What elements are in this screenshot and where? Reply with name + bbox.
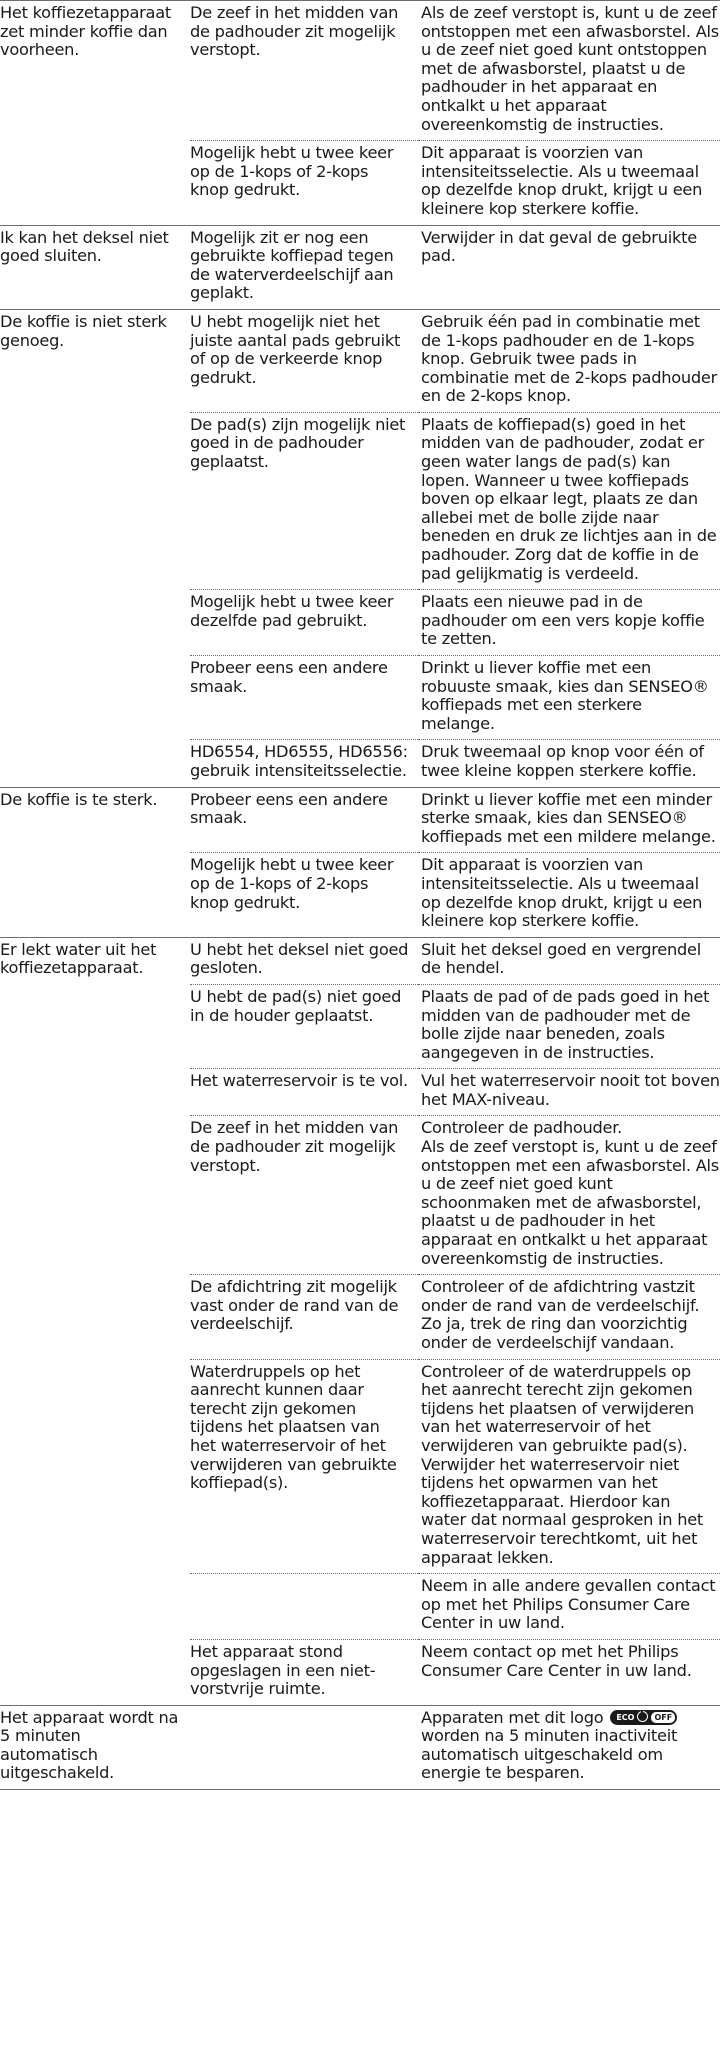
problem-cell (0, 1275, 190, 1359)
solution-text: Drinkt u liever koffie met een minder sterke smaak, kies dan SENSEO® koffiepads met een mildere melange. (421, 789, 716, 846)
table-row (0, 984, 720, 1068)
cause-cell (190, 141, 418, 225)
solution-text: Dit apparaat is voorzien van intensiteitsselectie. Als u tweemaal op dezelfde knop drukt, krijgt u een kleinere kop sterkere koffie. (421, 855, 703, 931)
cause-cell (190, 412, 418, 589)
solution-text: Dit apparaat is voorzien van intensiteitsselectie. Als u tweemaal op dezelfde knop drukt, krijgt u een kleinere kop sterkere koffie. (421, 143, 703, 218)
problem-cell (0, 656, 190, 740)
problem-text: Het apparaat wordt na 5 minuten automatisch uitgeschakeld. (0, 1707, 179, 1783)
problem-text: De koffie is niet sterk genoeg. (0, 311, 167, 350)
solution-text-after-logo: worden na 5 minuten inactiviteit automatisch uitgeschakeld om energie te besparen. (421, 1726, 678, 1783)
cause-text: U hebt de pad(s) niet goed in de houder geplaatst. (190, 986, 402, 1025)
solution-text: Plaats een nieuwe pad in de padhouder om een vers kopje koffie te zetten. (421, 592, 705, 649)
cause-text: Het apparaat stond opgeslagen in een niet-vorstvrije ruimte. (190, 1641, 376, 1699)
table-row (0, 590, 720, 656)
problem-text: Er lekt water uit het koffiezetapparaat. (0, 939, 157, 978)
problem-cell (0, 1705, 190, 1789)
table-row (0, 937, 720, 984)
solution-text: Gebruik één pad in combinatie met de 1-kops padhouder en de 1-kops knop. Gebruik twee pads in combinatie met de 2-kops padhouder en de 2-kops knop. (421, 311, 718, 406)
solution-cell (418, 309, 720, 412)
solution-cell (418, 590, 720, 656)
cause-text: Probeer eens een andere smaak. (190, 658, 388, 696)
solution-cell (418, 937, 720, 984)
solution-text: Drinkt u liever koffie met een robuuste smaak, kies dan SENSEO® koffiepads met een sterkere melange. (421, 658, 709, 733)
cause-text: U hebt het deksel niet goed gesloten. (190, 939, 409, 978)
cause-text: Het waterreservoir is te vol. (190, 1071, 408, 1091)
cause-cell (190, 590, 418, 656)
problem-cell (0, 853, 190, 937)
table-row (0, 1116, 720, 1275)
table-row (0, 1359, 720, 1574)
table-row (0, 656, 720, 740)
cause-cell (190, 937, 418, 984)
cause-text: U hebt mogelijk niet het juiste aantal pads gebruikt of op de verkeerde knop gedrukt. (190, 311, 401, 387)
table-row (0, 1639, 720, 1705)
cause-cell (190, 1639, 418, 1705)
solution-cell (418, 141, 720, 225)
off-logo-text: OFF (651, 1712, 675, 1723)
solution-cell (418, 225, 720, 309)
cause-text: Mogelijk zit er nog een gebruikte koffiepad tegen de waterverdeelschijf aan geplakt. (190, 227, 394, 303)
cause-text: Mogelijk hebt u twee keer op de 1-kops of 2-kops knop gedrukt. (190, 143, 394, 200)
solution-cell (418, 787, 720, 853)
cause-cell (190, 309, 418, 412)
solution-text: Sluit het deksel goed en vergrendel de hendel. (421, 939, 701, 978)
problem-cell (0, 1639, 190, 1705)
solution-cell (418, 656, 720, 740)
solution-text: Controleer of de waterdruppels op het aanrecht terecht zijn gekomen tijdens het plaatsen of verwijderen van het waterreservoir of het verwijderen van gebruikte pad(s). Verwijder het waterreservoir niet tijdens het opwarmen van het koffiezetapparaat. Hierdoor kan water dat normaal gesproken in het waterreservoir terechtkomt, uit het apparaat lekken. (421, 1361, 704, 1567)
cause-cell (190, 1, 418, 141)
solution-text: Plaats de pad of de pads goed in het midden van de padhouder met de bolle zijde naar beneden, zoals aangegeven in de instructies. (421, 986, 710, 1062)
problem-cell (0, 225, 190, 309)
solution-text: Verwijder in dat geval de gebruikte pad. (421, 227, 697, 266)
cause-text: De afdichtring zit mogelijk vast onder de rand van de verdeelschijf. (190, 1277, 399, 1334)
table-row (0, 787, 720, 853)
problem-cell (0, 412, 190, 589)
table-row (0, 853, 720, 937)
table-row (0, 1069, 720, 1116)
problem-cell (0, 309, 190, 412)
cause-cell (190, 1116, 418, 1275)
table-row (0, 1275, 720, 1359)
problem-cell (0, 787, 190, 853)
problem-cell (0, 740, 190, 787)
table-row (0, 225, 720, 309)
problem-text: Ik kan het deksel niet goed sluiten. (0, 227, 169, 266)
solution-text: Controleer de padhouder. Als de zeef verstopt is, kunt u de zeef ontstoppen met een afwasborstel. Als u de zeef niet goed kunt schoonmaken met de afwasborstel, plaatst u de padhouder in het apparaat en ontkalkt u het apparaat overeenkomstig de instructies. (421, 1118, 719, 1268)
solution-text: Als de zeef verstopt is, kunt u de zeef ontstoppen met een afwasborstel. Als u de zeef niet goed kunt ontstoppen met de afwasborstel, plaatst u de padhouder in het apparaat en ontkalkt u het apparaat overeenkomstig de instructies. (421, 3, 719, 134)
solution-cell (418, 1574, 720, 1640)
cause-cell (190, 1705, 418, 1789)
cause-cell (190, 853, 418, 937)
solution-cell (418, 1639, 720, 1705)
table-row (0, 141, 720, 225)
problem-cell (0, 1069, 190, 1116)
problem-cell (0, 1, 190, 141)
cause-cell (190, 225, 418, 309)
cause-text: De zeef in het midden van de padhouder zit mogelijk verstopt. (190, 1118, 399, 1175)
solution-cell (418, 1275, 720, 1359)
problem-cell (0, 1116, 190, 1275)
cause-cell (190, 984, 418, 1068)
problem-cell (0, 984, 190, 1068)
table-row (0, 740, 720, 787)
cause-text: De zeef in het midden van de padhouder zit mogelijk verstopt. (190, 3, 399, 60)
eco-power-off-logo-icon (610, 1710, 677, 1725)
cause-text: Probeer eens een andere smaak. (190, 789, 388, 828)
solution-cell (418, 1116, 720, 1275)
problem-text: De koffie is te sterk. (0, 789, 158, 809)
solution-cell (418, 1069, 720, 1116)
cause-cell (190, 1359, 418, 1574)
cause-text: Mogelijk hebt u twee keer dezelfde pad gebruikt. (190, 592, 394, 630)
solution-text: Druk tweemaal op knop voor één of twee kleine koppen sterkere koffie. (421, 742, 704, 780)
cause-text: HD6554, HD6555, HD6556: gebruik intensiteitsselectie. (190, 742, 408, 780)
eco-logo-text: ECO (616, 1712, 635, 1722)
problem-cell (0, 1359, 190, 1574)
solution-cell (418, 1705, 720, 1789)
power-ring-icon (637, 1711, 648, 1722)
solution-cell (418, 984, 720, 1068)
cause-cell (190, 740, 418, 787)
solution-text: Controleer of de afdichtring vastzit onder de rand van de verdeelschijf. Zo ja, trek de ring dan voorzichtig onder de verdeelschijf vandaan. (421, 1277, 700, 1352)
problem-cell (0, 937, 190, 984)
solution-text: Neem contact op met het Philips Consumer Care Center in uw land. (421, 1641, 692, 1680)
table-row (0, 309, 720, 412)
solution-cell (418, 1, 720, 141)
solution-text-before-logo: Apparaten met dit logo (421, 1707, 604, 1727)
cause-cell (190, 787, 418, 853)
table-row (0, 1705, 720, 1789)
solution-cell (418, 740, 720, 787)
cause-cell (190, 656, 418, 740)
cause-text: De pad(s) zijn mogelijk niet goed in de padhouder geplaatst. (190, 414, 406, 472)
solution-text: Plaats de koffiepad(s) goed in het midden van de padhouder, zodat er geen water langs de pad(s) kan lopen. Wanneer u twee koffiepads boven op elkaar legt, plaats ze dan allebei met de bolle zijde naar beneden en druk ze lichtjes aan in de padhouder. Zorg dat de koffie in de pad gelijkmatig is verdeeld. (421, 414, 717, 583)
solution-text: Neem in alle andere gevallen contact op met het Philips Consumer Care Center in uw land. (421, 1576, 716, 1633)
table-row (0, 412, 720, 589)
table-row (0, 1574, 720, 1640)
problem-cell (0, 590, 190, 656)
cause-text: Waterdruppels op het aanrecht kunnen daar terecht zijn gekomen tijdens het plaatsen van het waterreservoir of het verwijderen van gebruikte koffiepad(s). (190, 1361, 397, 1493)
solution-cell (418, 412, 720, 589)
cause-cell (190, 1574, 418, 1640)
problem-cell (0, 141, 190, 225)
table-row (0, 1, 720, 141)
solution-cell (418, 853, 720, 937)
cause-cell (190, 1275, 418, 1359)
solution-text (421, 1709, 720, 1783)
cause-cell (190, 1069, 418, 1116)
problem-cell (0, 1574, 190, 1640)
cause-text: Mogelijk hebt u twee keer op de 1-kops of 2-kops knop gedrukt. (190, 855, 394, 912)
solution-text: Vul het waterreservoir nooit tot boven het MAX-niveau. (421, 1071, 720, 1109)
problem-text: Het koffiezetapparaat zet minder koffie dan voorheen. (0, 3, 171, 60)
solution-cell (418, 1359, 720, 1574)
